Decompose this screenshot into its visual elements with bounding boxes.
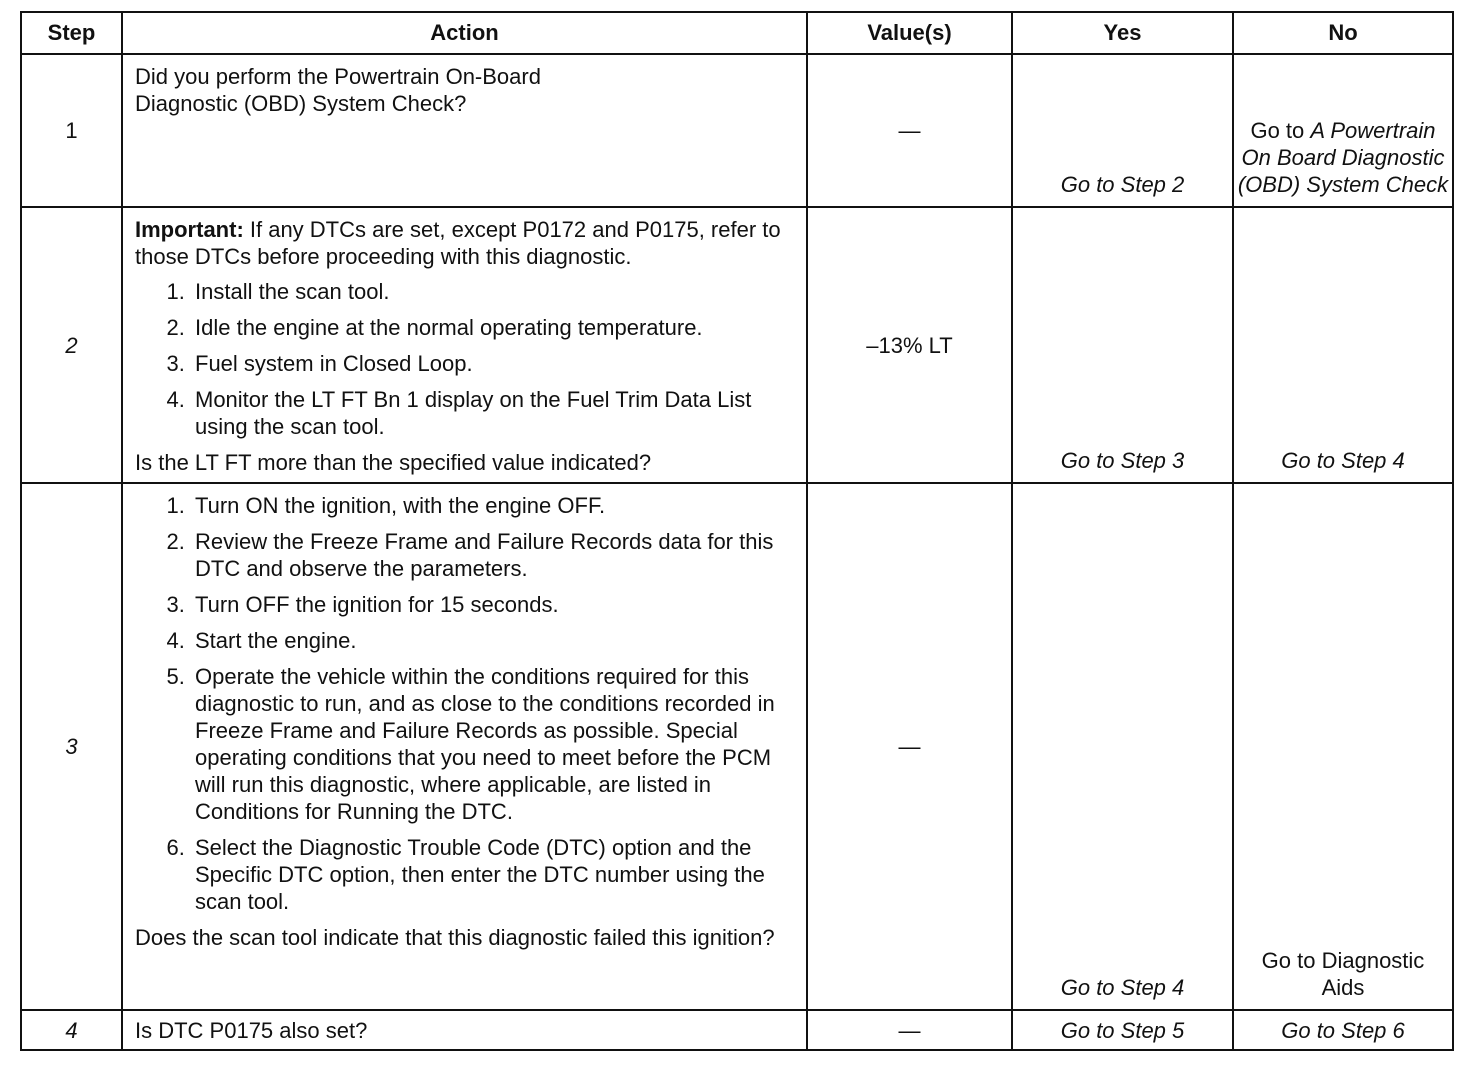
value-cell: — <box>807 54 1012 207</box>
list-item: 1. Turn ON the ignition, with the engine OFF. <box>191 492 796 519</box>
important-note <box>135 216 796 270</box>
value-cell: –13% LT <box>807 207 1012 483</box>
table-row-step-1 <box>21 54 1453 207</box>
list-item: 6. Select the Diagnostic Trouble Code (DTC) option and the Specific DTC option, then enter the DTC number using the scan tool. <box>191 834 796 915</box>
list-item: 4. Monitor the LT FT Bn 1 display on the Fuel Trim Data List using the scan tool. <box>191 386 796 440</box>
list-item: 3. Turn OFF the ignition for 15 seconds. <box>191 591 796 618</box>
header-no: No <box>1233 12 1453 54</box>
header-yes: Yes <box>1012 12 1233 54</box>
important-text: If any DTCs are set, except P0172 and P0175, refer to those DTCs before proceeding with this diagnostic. <box>135 217 781 269</box>
action-text: Did you perform the Powertrain On-Board Diagnostic (OBD) System Check? <box>135 64 541 116</box>
action-cell <box>122 54 807 207</box>
no-prefix: Go to <box>1250 118 1311 143</box>
question-text: Does the scan tool indicate that this diagnostic failed this ignition? <box>135 925 775 950</box>
obd-system-check-link[interactable]: A Powertrain On Board Diagnostic (OBD) System Check <box>1237 118 1449 197</box>
header-row <box>21 12 1453 54</box>
no-cell[interactable]: Go to Step 4 <box>1233 207 1453 483</box>
procedure-list <box>135 278 796 440</box>
value-cell: — <box>807 1010 1012 1050</box>
no-cell[interactable]: Go to Step 6 <box>1233 1010 1453 1050</box>
diagnostic-table <box>20 11 1454 1051</box>
table-row-step-3 <box>21 483 1453 1010</box>
yes-cell[interactable]: Go to Step 4 <box>1012 483 1233 1010</box>
list-item: 3. Fuel system in Closed Loop. <box>191 350 796 377</box>
step-number: 1 <box>21 54 122 207</box>
no-cell[interactable] <box>1233 483 1453 1010</box>
yes-cell[interactable]: Go to Step 5 <box>1012 1010 1233 1050</box>
step-number: 4 <box>21 1010 122 1050</box>
header-values: Value(s) <box>807 12 1012 54</box>
yes-cell[interactable]: Go to Step 2 <box>1012 54 1233 207</box>
action-cell <box>122 207 807 483</box>
step-number: 2 <box>21 207 122 483</box>
table-row-step-2 <box>21 207 1453 483</box>
important-label: Important: <box>135 217 244 242</box>
value-cell: — <box>807 483 1012 1010</box>
step-number: 3 <box>21 483 122 1010</box>
question-text: Is the LT FT more than the specified value indicated? <box>135 450 652 475</box>
list-item: 5. Operate the vehicle within the conditions required for this diagnostic to run, and as close to the conditions recorded in Freeze Frame and Failure Records as possible. Special operating conditions that you need to meet before the PCM will run this diagnostic, where applicable, are listed in Conditions for Running the DTC. <box>191 663 796 825</box>
table-row-step-4 <box>21 1010 1453 1050</box>
action-cell: Is DTC P0175 also set? <box>122 1010 807 1050</box>
diagnostic-aids-link[interactable]: Go to Diagnostic Aids <box>1261 948 1425 1000</box>
list-item: 1. Install the scan tool. <box>191 278 796 305</box>
action-cell <box>122 483 807 1010</box>
list-item: 4. Start the engine. <box>191 627 796 654</box>
list-item: 2. Review the Freeze Frame and Failure Records data for this DTC and observe the parameters. <box>191 528 796 582</box>
procedure-list <box>135 492 796 915</box>
yes-cell[interactable]: Go to Step 3 <box>1012 207 1233 483</box>
no-cell[interactable] <box>1233 54 1453 207</box>
header-action: Action <box>122 12 807 54</box>
header-step: Step <box>21 12 122 54</box>
list-item: 2. Idle the engine at the normal operating temperature. <box>191 314 796 341</box>
